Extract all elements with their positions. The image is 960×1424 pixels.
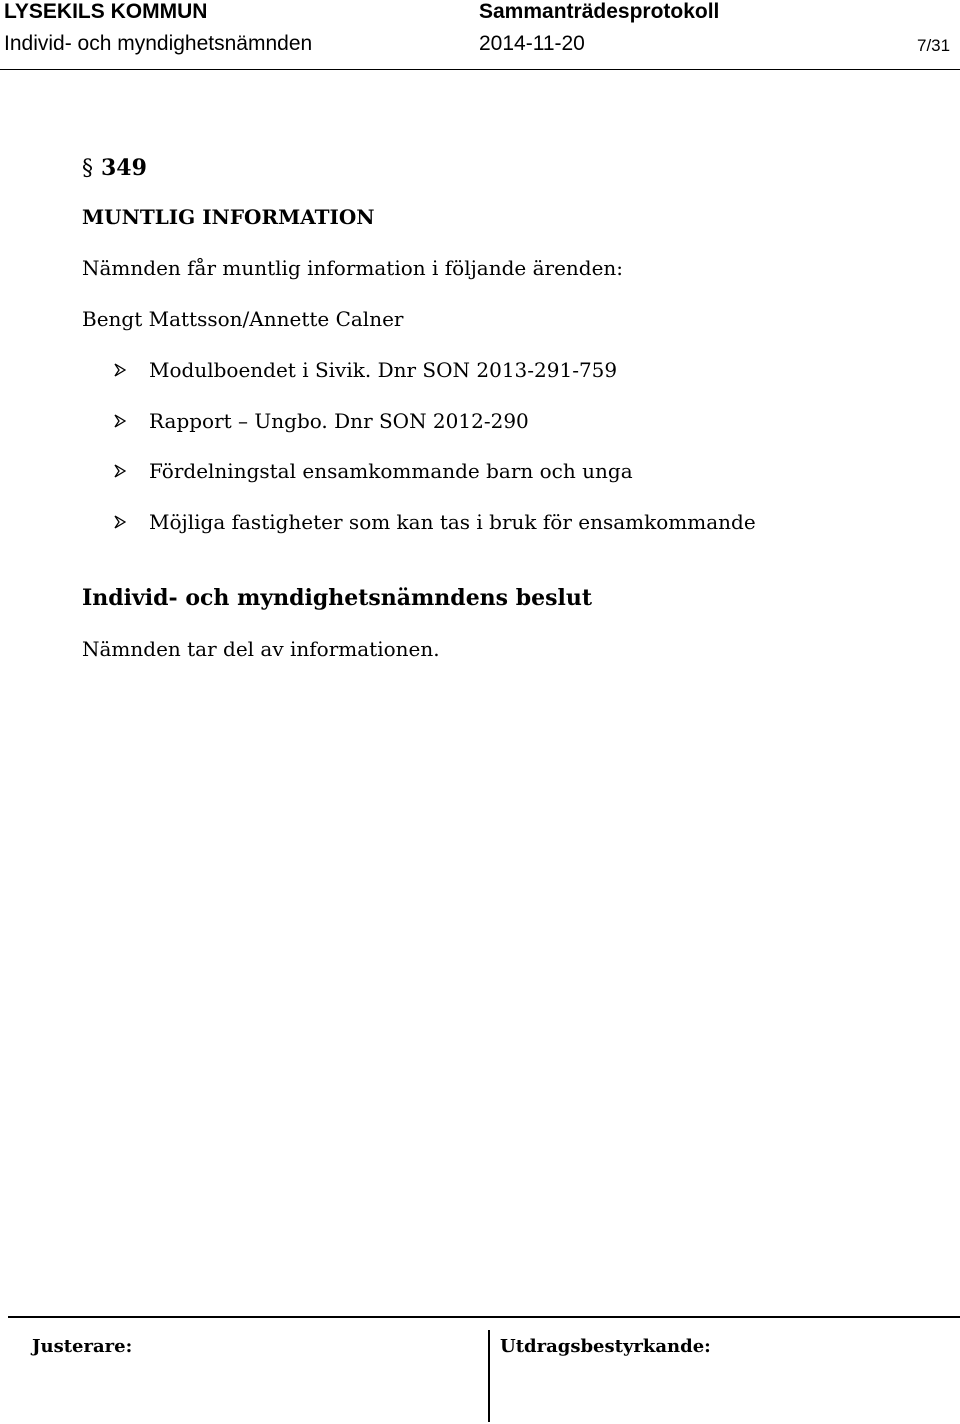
decision-text: Nämnden tar del av informationen. (82, 637, 440, 661)
document-type: Sammanträdesprotokoll (479, 0, 720, 23)
utdragsbestyrkande-label: Utdragsbestyrkande: (500, 1336, 711, 1357)
section-title: MUNTLIG INFORMATION (82, 205, 375, 229)
arrow-bullet-icon (114, 363, 126, 377)
list-item-text: Fördelningstal ensamkommande barn och unga (149, 459, 633, 483)
arrow-bullet-icon (114, 464, 126, 478)
list-item (114, 459, 633, 483)
org-name: LYSEKILS KOMMUN (4, 0, 208, 23)
list-item (114, 510, 756, 534)
justerare-label: Justerare: (32, 1336, 133, 1357)
page-number: 7/31 (917, 36, 951, 55)
paragraph-symbol: § (82, 156, 93, 181)
footer-divider (8, 1316, 960, 1318)
arrow-bullet-icon (114, 414, 126, 428)
intro-text: Nämnden får muntlig information i följande ärenden: (82, 256, 624, 280)
list-item (114, 409, 529, 433)
list-item-text: Modulboendet i Sivik. Dnr SON 2013-291-759 (149, 358, 618, 382)
section-heading (82, 155, 147, 181)
arrow-bullet-icon (114, 515, 126, 529)
decision-heading: Individ- och myndighetsnämndens beslut (82, 585, 593, 611)
committee-name: Individ- och myndighetsnämnden (4, 32, 313, 55)
list-item-text: Möjliga fastigheter som kan tas i bruk för ensamkommande (149, 510, 756, 534)
meeting-date: 2014-11-20 (479, 32, 585, 55)
section-number: 349 (101, 155, 147, 181)
list-item (114, 358, 617, 382)
presenters: Bengt Mattsson/Annette Calner (82, 307, 404, 331)
list-item-text: Rapport – Ungbo. Dnr SON 2012-290 (149, 409, 529, 433)
header-divider (0, 69, 960, 70)
footer-column-divider (488, 1330, 490, 1422)
